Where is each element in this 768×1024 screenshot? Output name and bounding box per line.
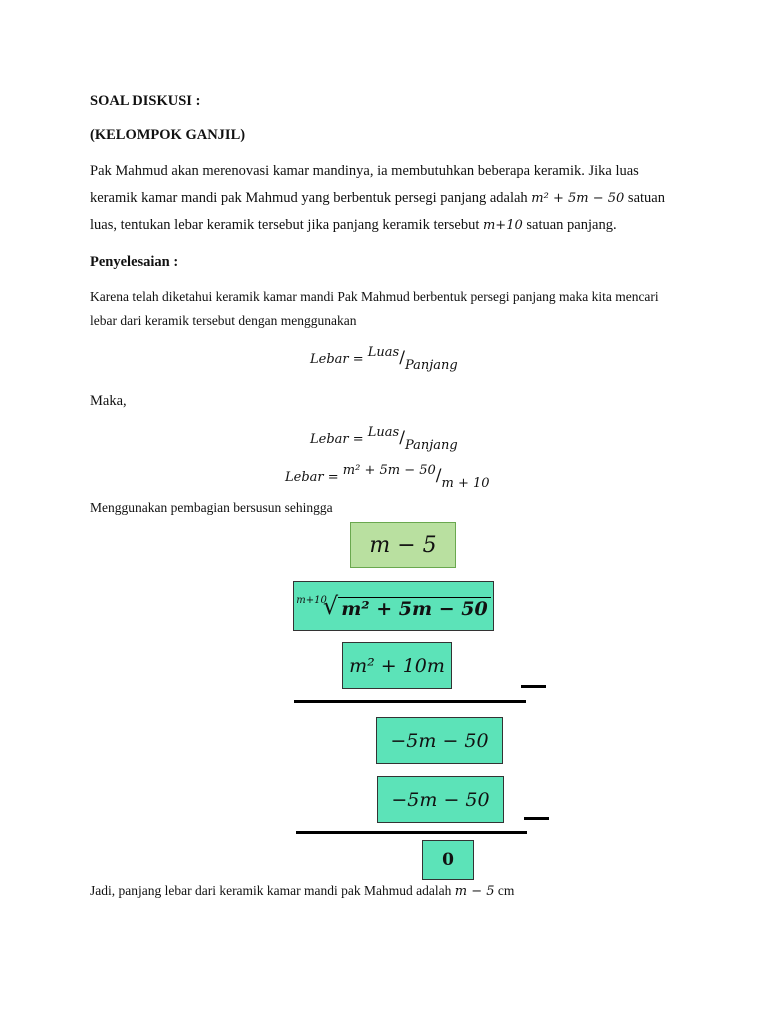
quotient-value: m − 5	[369, 532, 437, 558]
formula-lebar-3	[285, 463, 490, 491]
group-label: (KELOMPOK GANJIL)	[90, 127, 246, 143]
conclusion-line	[90, 877, 730, 905]
formula-2-lhs: Lebar =	[310, 432, 364, 447]
problem-line-3	[90, 212, 690, 239]
final-box	[422, 840, 474, 880]
formula-1-numerator: Luas	[367, 345, 400, 360]
problem-line-2-unit: satuan	[627, 190, 665, 206]
formula-2-slash: /	[399, 428, 405, 448]
formula-lebar-2	[310, 425, 458, 453]
dividend-box	[293, 581, 494, 631]
final-value: 0	[442, 850, 454, 870]
solution-intro	[90, 285, 710, 333]
problem-line-2	[90, 185, 730, 212]
radical-expression	[296, 592, 490, 620]
problem-line-3-text: luas, tentukan lebar keramik tersebut jika panjang keramik tersebut	[90, 217, 480, 233]
remainder1-box	[376, 717, 503, 764]
formula-3-slash: /	[435, 466, 442, 486]
solution-intro-line-1: Karena telah diketahui keramik kamar mandi Pak Mahmud berbentuk persegi panjang maka kita mencari	[90, 289, 659, 304]
solution-heading: Penyelesaian :	[90, 254, 179, 270]
method-label: Menggunakan pembagian bersusun sehingga	[90, 500, 333, 515]
formula-lebar-1	[310, 345, 458, 373]
formula-2-denominator: Panjang	[404, 438, 458, 453]
maka-label: Maka,	[90, 393, 127, 409]
conclusion-unit: cm	[497, 883, 515, 898]
formula-1-denominator: Panjang	[404, 358, 458, 373]
conclusion-expression: m − 5	[454, 884, 495, 899]
step2-value: −5m − 50	[391, 788, 490, 811]
dividend-value: m² + 5m − 50	[338, 597, 491, 620]
minus-sign-1	[521, 685, 546, 688]
step2-box	[377, 776, 504, 823]
document-title: SOAL DISKUSI :	[90, 93, 201, 109]
step1-value: m² + 10m	[349, 654, 445, 677]
formula-3-numerator: m² + 5m − 50	[342, 463, 436, 478]
luas-expression: m² + 5m − 50	[531, 191, 625, 206]
problem-line-2-text: keramik kamar mandi pak Mahmud yang berbentuk persegi panjang adalah	[90, 190, 528, 206]
problem-line-1: Pak Mahmud akan merenovasi kamar mandinya, ia membutuhkan beberapa keramik. Jika luas	[90, 163, 639, 179]
formula-3-lhs: Lebar =	[285, 470, 339, 485]
problem-line-3-unit: satuan panjang.	[526, 217, 617, 233]
minus-sign-2	[524, 817, 549, 820]
step1-box	[342, 642, 452, 689]
formula-3-denominator: m + 10	[441, 476, 490, 491]
division-line-2	[296, 831, 527, 834]
division-line-1	[294, 700, 526, 703]
formula-2-numerator: Luas	[367, 425, 400, 440]
formula-1-slash: /	[399, 348, 405, 368]
conclusion-text: Jadi, panjang lebar dari keramik kamar mandi pak Mahmud adalah	[90, 883, 452, 898]
divisor-value: m+10	[296, 595, 327, 606]
radical-sign-icon: √	[322, 592, 339, 620]
quotient-box	[350, 522, 456, 568]
remainder1-value: −5m − 50	[390, 729, 489, 752]
panjang-expression: m+10	[482, 218, 523, 233]
formula-1-lhs: Lebar =	[310, 352, 364, 367]
solution-intro-line-2: lebar dari keramik tersebut dengan menggunakan	[90, 313, 357, 328]
